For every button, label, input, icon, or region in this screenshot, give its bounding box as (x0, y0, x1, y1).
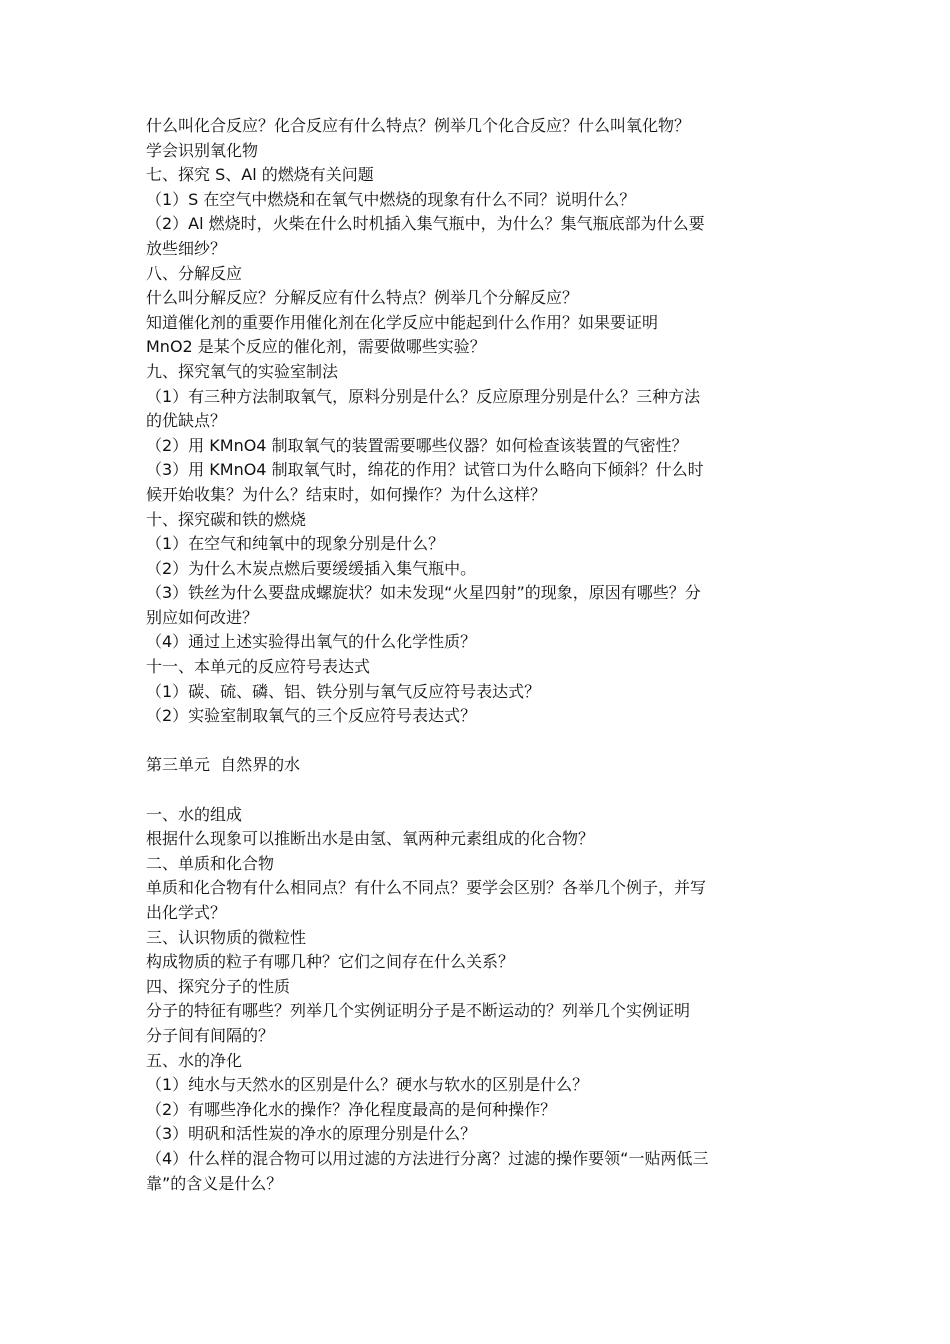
section-heading: 三、认识物质的微粒性 (146, 927, 307, 947)
text-line: 靠”的含义是什么？ (146, 1173, 283, 1193)
section-heading: 八、分解反应 (146, 263, 243, 283)
text-line: （4）通过上述实验得出氧气的什么化学性质？ (146, 632, 477, 652)
text-line: （1）S 在空气中燃烧和在氧气中燃烧的现象有什么不同？说明什么？ (146, 189, 636, 209)
text-line: （2）用 KMnO4 制取氧气的装置需要哪些仪器？如何检查该装置的气密性？ (146, 435, 688, 455)
section-heading: 二、单质和化合物 (146, 853, 275, 873)
text-line: 别应如何改进？ (146, 607, 259, 627)
section-heading: 九、探究氧气的实验室制法 (146, 361, 339, 381)
text-line: 什么叫分解反应？分解反应有什么特点？例举几个分解反应？ (146, 288, 579, 308)
text-line: 候开始收集？为什么？结束时，如何操作？为什么这样？ (146, 484, 547, 504)
text-line: 分子间有间隔的？ (146, 1025, 275, 1045)
text-line: 的优缺点？ (146, 411, 227, 431)
text-line: （4）什么样的混合物可以用过滤的方法进行分离？过滤的操作要领“一贴两低三 (146, 1148, 709, 1168)
text-line: 什么叫化合反应？化合反应有什么特点？例举几个化合反应？什么叫氧化物？ (146, 116, 691, 135)
document-body (146, 114, 814, 1196)
text-line: 根据什么现象可以推断出水是由氢、氧两种元素组成的化合物？ (146, 829, 595, 849)
text-line: （3）明矾和活性炭的净水的原理分别是什么？ (146, 1124, 477, 1144)
blank-line (146, 729, 814, 754)
text-line: （1）纯水与天然水的区别是什么？硬水与软水的区别是什么？ (146, 1075, 589, 1095)
section-heading: 一、水的组成 (146, 804, 243, 824)
text-line: 构成物质的粒子有哪几种？它们之间存在什么关系？ (146, 952, 515, 972)
text-line: （1）碳、硫、磷、铝、铁分别与氧气反应符号表达式？ (146, 681, 541, 701)
section-heading: 十一、本单元的反应符号表达式 (146, 657, 371, 677)
text-line: 知道催化剂的重要作用催化剂在化学反应中能起到什么作用？如果要证明 (146, 312, 659, 332)
text-line: 出化学式？ (146, 903, 227, 922)
text-line: 分子的特征有哪些？列举几个实例证明分子是不断运动的？列举几个实例证明 (146, 1001, 691, 1021)
blank-line (146, 778, 814, 803)
section-heading: 五、水的净化 (146, 1050, 243, 1070)
text-line: MnO2 是某个反应的催化剂，需要做哪些实验？ (146, 337, 486, 357)
text-line: 学会识别氧化物 (146, 140, 259, 160)
section-heading: 四、探究分子的性质 (146, 976, 291, 996)
text-line: 单质和化合物有什么相同点？有什么不同点？要学会区别？各举几个例子，并写 (146, 878, 707, 898)
section-heading: 十、探究碳和铁的燃烧 (146, 509, 307, 529)
text-line: （1）有三种方法制取氧气，原料分别是什么？反应原理分别是什么？三种方法 (146, 386, 701, 406)
unit-title: 第三单元 自然界的水 (146, 755, 301, 775)
text-line: （1）在空气和纯氧中的现象分别是什么？ (146, 534, 445, 554)
text-line: （3）铁丝为什么要盘成螺旋状？如未发现“火星四射”的现象，原因有哪些？分 (146, 583, 701, 603)
text-line: （2）实验室制取氧气的三个反应符号表达式？ (146, 706, 477, 726)
section-heading: 七、探究 S、Al 的燃烧有关问题 (146, 165, 374, 185)
text-line: 放些细纱？ (146, 238, 227, 258)
text-line: （2）Al 燃烧时，火柴在什么时机插入集气瓶中，为什么？集气瓶底部为什么要 (146, 214, 705, 234)
text-line: （2）有哪些净化水的操作？净化程度最高的是何种操作？ (146, 1099, 557, 1119)
text-line: （3）用 KMnO4 制取氧气时，绵花的作用？试管口为什么略向下倾斜？什么时 (146, 460, 704, 480)
text-line: （2）为什么木炭点燃后要缓缓插入集气瓶中。 (146, 558, 477, 578)
